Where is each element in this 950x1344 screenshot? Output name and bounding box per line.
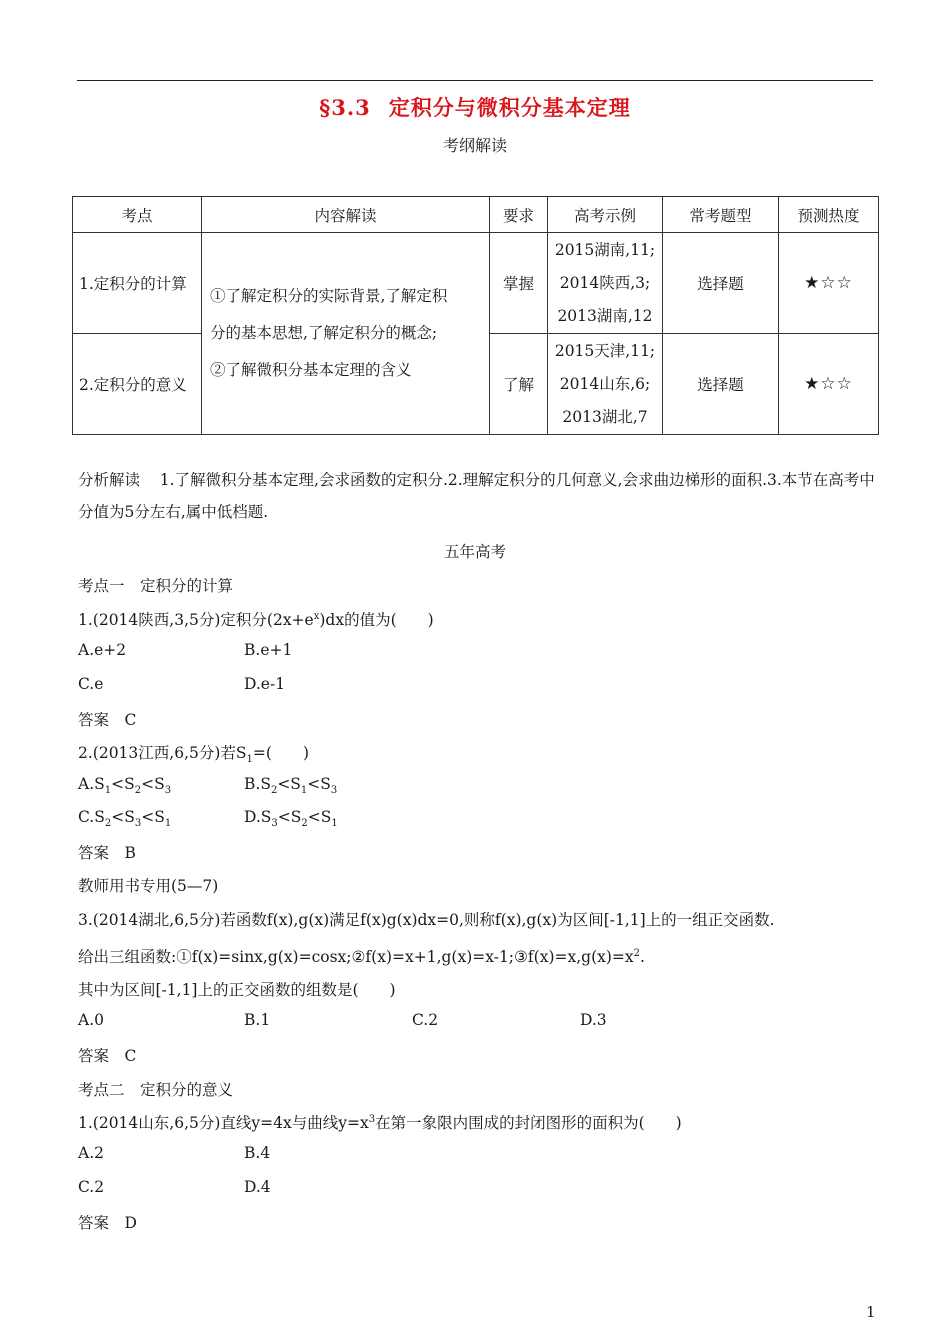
table-cell-point: 2.定积分的意义 xyxy=(73,334,202,435)
option: A.e+2 xyxy=(78,641,127,659)
stem-text: 给出三组函数:①f(x)=sinx,g(x)=cosx;②f(x)=x+1,g(x)=x-1;③f(x)=x,g(x)=x xyxy=(78,948,634,966)
option: C.e xyxy=(78,675,104,693)
option: $C.S_2<S_3<S_1$ xyxy=(78,808,172,830)
answer: 答案 D xyxy=(78,1214,137,1232)
answer: 答案 B xyxy=(78,844,136,862)
option: $B.S_2<S_1<S_3$ xyxy=(244,775,338,797)
option: C.2 xyxy=(78,1178,105,1196)
option: C.2 xyxy=(412,1011,439,1029)
stem-text: 1.(2014陕西,3,5分)定积分(2x+e xyxy=(78,611,314,629)
stem-text: 2.(2013江西,6,5分)若S xyxy=(78,744,247,762)
question-stem xyxy=(78,945,645,967)
five-years-heading: 五年高考 xyxy=(443,543,506,561)
answer: 答案 C xyxy=(78,1047,137,1065)
option: D.3 xyxy=(580,1011,607,1029)
option: $A.S_1<S_2<S_3$ xyxy=(78,775,172,797)
question-stem xyxy=(78,1111,682,1133)
topic-heading: 考点一 定积分的计算 xyxy=(78,577,234,595)
stem-text: =( ) xyxy=(252,744,309,762)
stem-text: . xyxy=(640,948,645,966)
option: A.2 xyxy=(78,1144,104,1162)
table-header: 内容解读 xyxy=(202,197,490,233)
example-line: 2015天津,11; xyxy=(554,341,656,360)
stem-text: )dx的值为( ) xyxy=(319,611,434,629)
option: B.1 xyxy=(244,1011,271,1029)
table-header: 要求 xyxy=(490,197,548,233)
section-number: §3.3 xyxy=(319,95,371,120)
example-line: 2013湖南,12 xyxy=(557,306,653,325)
option: D.4 xyxy=(244,1178,271,1196)
table-cell-type: 选择题 xyxy=(663,233,779,334)
topic-heading: 考点二 定积分的意义 xyxy=(78,1081,234,1099)
outline-subtitle: 考纲解读 xyxy=(442,136,507,155)
table-header: 考点 xyxy=(73,197,202,233)
answer: 答案 C xyxy=(78,711,137,729)
example-line: 2015湖南,11; xyxy=(554,240,656,259)
question-stem: 其中为区间[-1,1]上的正交函数的组数是( ) xyxy=(78,981,396,999)
table-cell-requirement: 掌握 xyxy=(490,233,548,334)
table-cell-heat: ★☆☆ xyxy=(779,334,879,435)
example-line: 2014山东,6; xyxy=(559,374,651,393)
stem-sup: x xyxy=(313,610,320,622)
example-line: 2013湖北,7 xyxy=(562,407,648,426)
page-number: 1 xyxy=(866,1303,876,1321)
option: D.e-1 xyxy=(244,675,286,693)
content-line: 分的基本思想,了解定积分的概念; xyxy=(210,324,438,342)
table-cell-examples xyxy=(548,334,663,435)
table-header: 预测热度 xyxy=(779,197,879,233)
section-title-text: 定积分与微积分基本定理 xyxy=(388,95,631,120)
question-stem: 3.(2014湖北,6,5分)若函数f(x),g(x)满足f(x)g(x)dx=0,则称f(x),g(x)为区间[-1,1]上的一组正交函数. xyxy=(78,911,775,929)
outline-table xyxy=(72,196,879,435)
option: $D.S_3<S_2<S_1$ xyxy=(244,808,338,830)
option: B.e+1 xyxy=(244,641,293,659)
question-stem xyxy=(78,741,309,765)
table-cell-heat: ★☆☆ xyxy=(779,233,879,334)
teacher-note: 教师用书专用(5—7) xyxy=(78,877,219,895)
table-header-row xyxy=(73,197,879,233)
analysis-label: 分析解读 xyxy=(78,471,141,489)
table-cell-requirement: 了解 xyxy=(490,334,548,435)
section-title xyxy=(0,92,950,122)
stem-text: 在第一象限内围成的封闭图形的面积为( ) xyxy=(375,1114,682,1132)
analysis-text: 1.了解微积分基本定理,会求函数的定积分.2.理解定积分的几何意义,会求曲边梯形的面积.3.本节在高考中分值为5分左右,属中低档题. xyxy=(78,471,875,521)
question-stem xyxy=(78,608,434,630)
option: B.4 xyxy=(244,1144,271,1162)
table-cell-point: 1.定积分的计算 xyxy=(73,233,202,334)
stem-sub: 1 xyxy=(246,754,253,766)
table-cell-content xyxy=(202,233,490,435)
table-cell-type: 选择题 xyxy=(663,334,779,435)
table-row xyxy=(73,233,879,334)
table-cell-examples xyxy=(548,233,663,334)
table-header: 常考题型 xyxy=(663,197,779,233)
stem-text: 1.(2014山东,6,5分)直线y=4x与曲线y=x xyxy=(78,1114,369,1132)
top-rule xyxy=(77,80,873,81)
content-line: ②了解微积分基本定理的含义 xyxy=(210,361,412,379)
stem-sup: 2 xyxy=(633,947,641,959)
option: A.0 xyxy=(78,1011,104,1029)
example-line: 2014陕西,3; xyxy=(559,273,651,292)
analysis-paragraph xyxy=(78,464,878,528)
content-line: ①了解定积分的实际背景,了解定积 xyxy=(210,287,448,305)
table-header: 高考示例 xyxy=(548,197,663,233)
stem-sup: 3 xyxy=(368,1113,376,1125)
